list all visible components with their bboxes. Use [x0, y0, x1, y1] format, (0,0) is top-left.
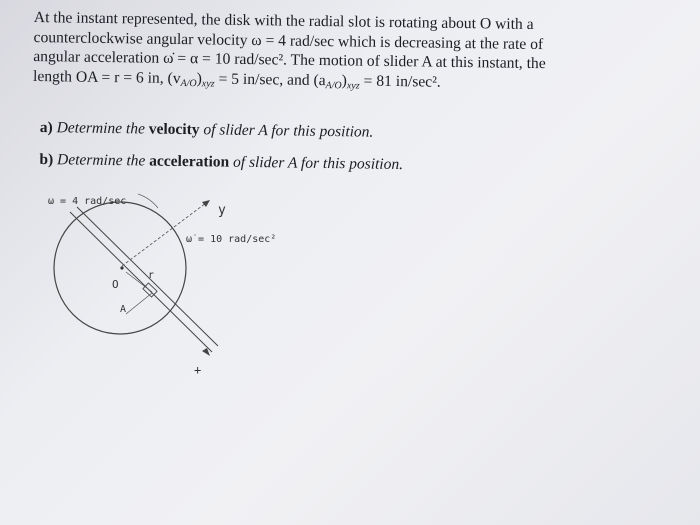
- omega-label: ω = 4 rad/sec: [48, 196, 127, 207]
- problem-line-3: angular acceleration ω̇ = α = 10 rad/sec². The motion of slider A at this instant, the: [33, 47, 546, 73]
- part-b: b) Determine the acceleration of slider A for this position.: [39, 150, 404, 174]
- disk-diagram: [40, 188, 340, 388]
- r-label: r: [148, 270, 155, 281]
- slider-a-leader: [126, 293, 152, 314]
- question-parts: [39, 118, 404, 187]
- problem-statement: [33, 8, 646, 100]
- problem-line-2: counterclockwise angular velocity ω = 4 rad/sec which is decreasing at the rate of: [33, 28, 544, 53]
- center-o-dot: [120, 266, 123, 269]
- a-label: A: [120, 304, 127, 315]
- y-axis-arrowhead: [202, 200, 210, 207]
- y-axis-label: y: [218, 203, 226, 218]
- x-axis-label: +: [194, 363, 202, 377]
- problem-line-4: length OA = r = 6 in, $(v_{A/O})_{xyz} = 5$ in/sec, and $(a_{A/O})_{xyz} = 81$ in/sec².: [32, 67, 441, 92]
- o-label: O: [112, 278, 119, 291]
- part-a: a) Determine the velocity of slider A for this position.: [39, 118, 374, 141]
- y-axis: [122, 200, 210, 266]
- problem-line-1: At the instant represented, the disk with the radial slot is rotating about O with a: [33, 8, 534, 33]
- alpha-label: ω̇ = 10 rad/sec²: [186, 234, 277, 245]
